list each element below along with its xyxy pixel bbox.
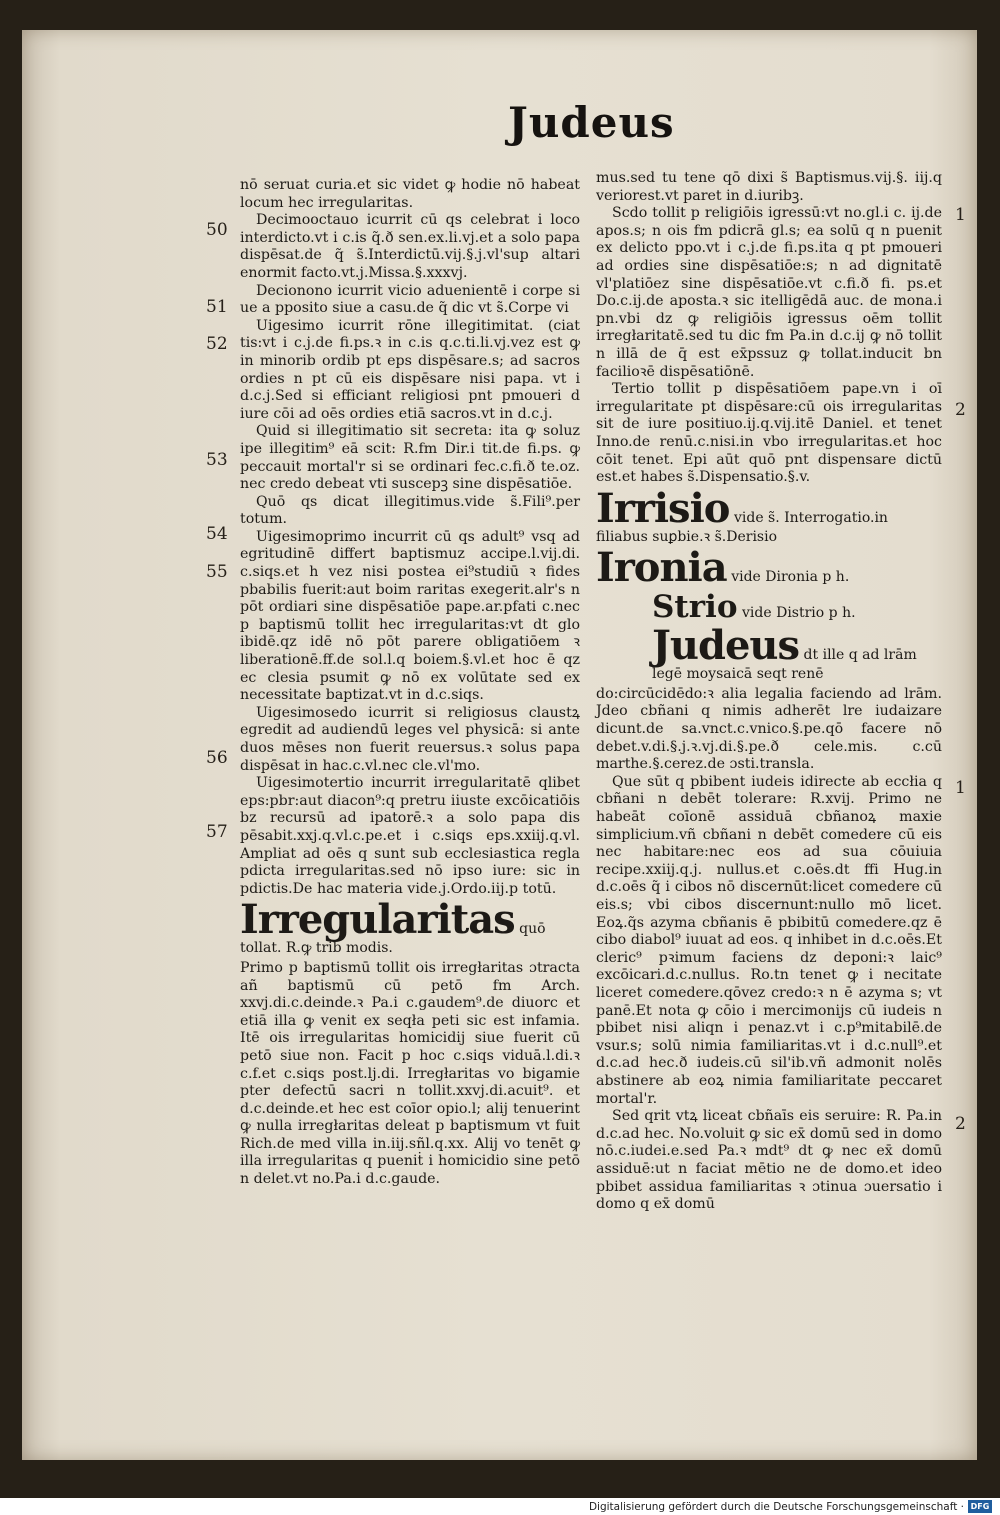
paragraph: Que sūt q pbibent iudeis idirecte ab eccłia q cbñani n debēt tolerare: R.xvij. Primo ne habeāt coīonē assiduā cbñanoꝝ maxie simplicium.vñ cbñani n debēt comedere cū eis nec habitare:nec eos ad sua cōuiuia recipe.xxiij.q.j. nullus.et c.oēs.dt ffi Hug.in d.c.oēs q̃ i cibos nō discernūt:licet comedere cū eis.s; vbi cibos discernunt:nullo mō licet. Eoꝝ.q̃s azyma cbñanis ē pbibitū comedere.qz ē cibo diabol⁹ iuuat ad eos. q inhibet in d.c.oēs.Et cleric⁹ pꝛimum faciens dz deponi:ꝛ laic⁹ excōicari.d.c.nullus. Ro.tn tenet ꝙ i necitate liceret comedere.qōvez credo:ꝛ n ē azyma s; vt panē.Et nota ꝙ cōio i mercimonijs cū iudeis n pbibet nisi aliqn i penaz.vt i c.p⁹mitabilē.de vsur.s; solū nimia familiaritas.vt i d.c.null⁹.et d.c.ad hec.ð iudeis.cū sil'ib.vñ admonit nolēs abstinere ab eoꝝ nimia familiaritate peccaret mortal'r. <box>596 773 942 1107</box>
lemma-entry <box>596 590 942 624</box>
paragraph: Uigesimoprimo incurrit cū qs adult⁹ vsq ad egritudinē differt baptismuz accipe.l.vij.di. c.siqs.et h vez nisi postea ei⁹studiū ꝛ fides pbabilis fuerit:aut boim raritas exegerit.alr's n pōt ordiari sine dispēsatiōe pape.ar.pfati c.nec p baptismū tollit hec irregularitas:vt dt glo ibidē.qz idē nō pōt parere obligatiōem ꝛ liberationē.ff.de sol.l.q boiem.§.vl.et hoc ē qz ec clesia psumit ꝙ nō ex volūtate sed ex necessitate baptizat.vt in d.c.siqs. <box>240 528 580 704</box>
paragraph: do:circūcidēdo:ꝛ alia legalia faciendo ad lrām. Jdeo cbñani q nimis adherēt lre iudaizare dicunt.de sa.vnct.c.vnico.§.pe.qō facere nō debet.v.di.§.j.ꝛ.vj.di.§.pe.ð cele.mis. c.cū marthe.§.cerez.de ɔsti.transla. <box>596 685 942 773</box>
lemma-heading: Strio <box>652 589 738 626</box>
paragraph: Tertio tollit p dispēsatiōem pape.vn i oī irregularitate pt dispēsare:cū ois irregularitas sit de iure positiuo.ij.q.vij.itē Daniel. et tenet Inno.de renū.c.nisi.in vbo irregularitas.et hoc cōit tenet. Epi aūt quō pnt dispensare dictū est.et habes s̃.Dispensatio.§.v. <box>596 381 942 486</box>
lemma-heading: Ironia <box>596 544 727 592</box>
paragraph: Primo p baptismū tollit ois irregłaritas ɔtracta añ baptismū cū petō fm Arch. xxvj.di.c.deinde.ꝛ Pa.i c.gaudem⁹.de diuorc et etiā illa ꝙ venit ex seqła peti sic est infamia. Itē ois irregularitas homicidij siue fuerit cū petō siue non. Facit p hoc c.siqs viduā.l.di.ꝛ c.f.et c.siqs post.lj.di. Irregłaritas vo bigamie pter defectū sacri n tollit.xxvj.di.acuit⁹. et d.c.deinde.et hec est coīor opio.l; alij tenuerint ꝙ nulla irregłaritas deleat p baptismum vt fuit Rich.de med villa in.iij.sñl.q.xx. Alij vo tenēt ꝙ illa irregularitas q pueniṫ i homicidio sine petō n delet.vt no.Pa.i d.c.gaude. <box>240 959 580 1188</box>
margin-number: 54 <box>206 524 228 544</box>
dfg-logo: DFG <box>968 1500 992 1513</box>
left-column <box>240 177 580 1189</box>
lemma-note: quō tollat. R.ꝙ trib modis. <box>240 921 546 957</box>
margin-number: 1 <box>955 205 966 225</box>
right-column <box>596 170 942 1214</box>
paragraph: Uigesimo icurrit rōne illegitimitat. (ciat tis:vt i c.j.de fi.ps.ꝛ in c.is q.c.ti.li.vj.vez est ꝙ in minorib ordib pt eps dispēsare.s; ad sacros ordies n pt cū eis dispēsare nisi papa. vt i d.c.j.Sed si efficiant religiosi pnt pmoueri d iure cōi ad oēs ordies etiā sacros.vt in d.c.j. <box>240 317 580 422</box>
paragraph: Decimooctauo icurrit cū qs celebrat i loco interdicto.vt i c.is q̃.ð sen.ex.li.vj.et a solo papa dispēsat.de q̃ s̃.Interdictū.vij.§.j.vl'sup altari enormit facto.vt.j.Missa.§.xxxvj. <box>240 212 580 281</box>
lemma-heading: Irrisio <box>596 484 730 532</box>
paragraph: Sed qrit vtꝝ liceat cbñaīs eis seruire: R. Pa.in d.c.ad hec. No.voluit ꝙ sic ex̄ domū sed in domo nō.c.iudei.e.sed Pa.ꝛ mdt⁹ dt ꝙ nec ex̄ domū assiduē:ut n faciat mētio ne de domo.et ideo pbibet assidua familiaritas ꝛ ɔtinua ɔuersatio i domo q ex̄ domū <box>596 1108 942 1213</box>
margin-number: 57 <box>206 822 228 842</box>
margin-number: 1 <box>955 778 966 798</box>
margin-number: 53 <box>206 450 228 470</box>
lemma-note: vide Dironia p h. <box>731 569 850 586</box>
paragraph: Quid si illegitimatio sit secreta: ita ꝙ soluz ipe illegitim⁹ eā scit: R.fm Dir.i tit.de fi.ps. ꝙ peccauit mortal'r si se ordinari fec.c.fi.ð te.oz. nec credo debeat vti suscepꝫ sine dispēsatiōe. <box>240 423 580 493</box>
margin-number: 55 <box>206 562 228 582</box>
paragraph: nō seruat curia.et sic videt ꝙ hodie nō habeat locum hec irregularitas. <box>240 177 580 211</box>
paragraph: Quō qs dicat illegitimus.vide s̃.Fili⁹.per totum. <box>240 493 580 528</box>
paragraph: Decionono icurrit vicio aduenientē i corpe si ue a pposito siue a casu.de q̃ dic vt s̃.Corpe vi <box>240 282 580 317</box>
paragraph: Scdo tollit p religiōis igressū:vt no.gl.i c. ij.de apos.s; n ois fm pdicrā gl.s; ea solū q n puenit ex delicto ppo.vt i c.j.de fi.ps.ita q pt pmoueri ad ordies sine dispēsatiōe:s; n ad dignitatē vl'platiōez sine dispēsatiōe.vt c.fi.ð fi. ps.et Do.c.ij.de aposta.ꝛ sic itelligēdā auc. de mona.i pn.vbi dz ꝙ religiōis igressus oēm tollit irregłaritatē.sed tu dic fm Pa.in d.c.ij ꝙ nō tollit n illā de q̄ est ex̄pssuz ꝙ tollat.inducit bn facilioꝛē dispēsatiōnē. <box>596 205 942 380</box>
paragraph: Uigesimosedo icurrit si religiosus claustꝝ egredit ad audiendū leges vel physicā: si ante duos mēses non fuerit reuersus.ꝛ solus papa dispēsat in hac.c.vl.nec cle.vl'mo. <box>240 704 580 774</box>
margin-number: 2 <box>955 1114 966 1134</box>
margin-number: 56 <box>206 748 228 768</box>
paragraph: mus.sed tu tene qō dixi s̃ Baptismus.vij.§. iij.q veriorest.vt paret in d.iuribꝫ. <box>596 170 942 204</box>
lemma-note: vide s̃. Interrogatio.in filiabus suꝑbie.ꝛ s̃.Derisio <box>596 509 888 545</box>
paragraph: Uigesimotertio incurrit irregularitatē qlibet eps:pbr:aut diacon⁹:q pretru iiuste excōicatiōis bz recursū ad ipatorē.ꝛ a solo papa dis pēsabit.xxj.q.vl.c.pe.et i c.siqs eps.xxiij.q.vl. Ampliat ad oēs q sunt sub ecclesiastica regla pdicta irregularitas.sed nō ipso iure: sic in pdictis.De hac materia vide.j.Ordo.iij.p totū. <box>240 775 580 897</box>
lemma-entry <box>596 484 942 547</box>
margin-number: 51 <box>206 297 228 317</box>
lemma-entry <box>596 622 942 684</box>
running-header: Judeus <box>508 98 675 147</box>
margin-number: 52 <box>206 334 228 354</box>
digitization-credit: Digitalisierung gefördert durch die Deutsche Forschungsgemeinschaft · <box>588 1501 964 1513</box>
lemma-note: vide Distrio p h. <box>742 605 856 622</box>
lemma-heading: Judeus <box>652 622 800 670</box>
lemma-heading: Irregularitas <box>240 896 515 944</box>
margin-number: 2 <box>955 400 966 420</box>
lemma-entry <box>596 544 942 592</box>
lemma-note: dt ille q ad lrām legē moysaicā seqt renē <box>652 647 917 683</box>
lemma-entry <box>240 896 580 958</box>
margin-number: 50 <box>206 220 228 240</box>
